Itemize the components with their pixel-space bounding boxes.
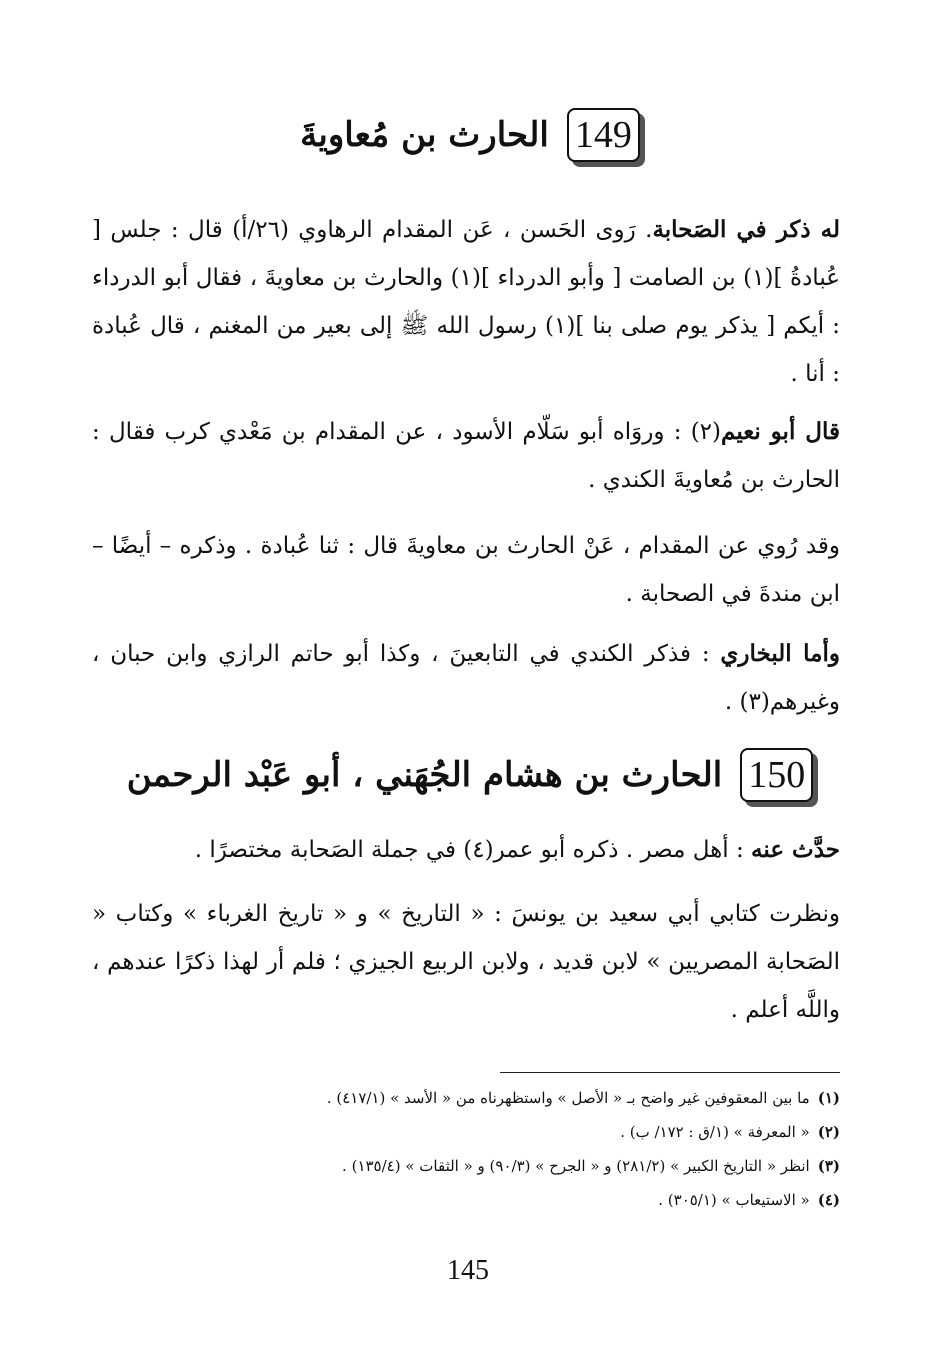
footnote-separator (500, 1072, 840, 1073)
footnote (150, 1122, 840, 1142)
footnote-number: (٣) (817, 1157, 840, 1175)
entry-number-box: 150 (740, 748, 813, 802)
paragraph-text: وقد رُوي عن المقدام ، عَنْ الحارث بن معاويةَ قال : ثنا عُبادة . وذكره – أيضًا – ابن مندةَ في الصحابة . (92, 533, 840, 607)
paragraph-text: : فذكر الكندي في التابعينَ ، وكذا أبو حاتم الرازي وابن حبان ، وغيرهم(٣) . (92, 641, 840, 715)
bold-lead: له ذكر في الصَحابة (652, 216, 840, 243)
page-number: 145 (447, 1255, 489, 1286)
footnote (150, 1190, 840, 1210)
paragraph (92, 826, 840, 874)
footnote-text: « الاستيعاب » (٣٠٥/١) . (658, 1191, 810, 1209)
paragraph-text: : أهل مصر . ذكره أبو عمر(٤) في جملة الصَحابة مختصرًا . (194, 837, 752, 863)
footnote (150, 1156, 840, 1176)
paragraph (92, 408, 840, 504)
footnote-text: انظر « التاريخ الكبير » (٢٨١/٢) و « الجرح » (٩٠/٣) و « الثقات » (١٣٥/٤) . (342, 1157, 810, 1175)
paragraph (92, 522, 840, 618)
paragraph (92, 630, 840, 726)
footnote-text: ما بين المعقوفين غير واضح بـ « الأصل » واستظهرناه من « الأسد » (٤١٧/١) . (326, 1089, 810, 1107)
footnote (150, 1088, 840, 1108)
entry-number-box: 149 (567, 108, 640, 162)
bold-lead: قال أبو نعيم (721, 418, 840, 445)
entry-title: الحارث بن مُعاويةَ (300, 115, 549, 155)
paragraph-text: (٢) : وروَاه أبو سَلّام الأسود ، عن المقدام بن مَعْدي كرب فقال : الحارث بن مُعاويةَ الكندي . (92, 419, 840, 493)
footnote-number: (١) (817, 1089, 840, 1107)
paragraph-text: . رَوى الحَسن ، عَن المقدام الرهاوي (٢٦/أ) قال : جلس [ عُبادةُ ](١) بن الصامت [ وأبو الدرداء ](١) والحارث بن معاويةَ ، فقال أبو الدرداء : أيكم [ يذكر يوم صلى بنا ](١) رسول الله ﷺ إلى بعير من المغنم ، قال عُبادة : أنا . (92, 217, 840, 387)
paragraph (92, 206, 840, 398)
footnote-text: « المعرفة » (١/ق : ١٧٢/ ب) . (620, 1123, 810, 1141)
paragraph-text: ونظرت كتابي أبي سعيد بن يونسَ : « التاريخ » و « تاريخ الغرباء » وكتاب « الصَحابة المصريين » لابن قديد ، ولابن الربيع الجيزي ؛ فلم أر لهذا ذكرًا عندهم ، واللَّه أعلم . (92, 901, 840, 1023)
footnote-number: (٤) (817, 1191, 840, 1209)
paragraph (92, 890, 840, 1034)
bold-lead: حدَّث عنه (751, 836, 840, 863)
footnote-number: (٢) (817, 1123, 840, 1141)
entry-heading (90, 108, 850, 162)
entry-heading (90, 748, 850, 802)
bold-lead: وأما البخاري (720, 640, 840, 667)
entry-title: الحارث بن هشام الجُهَني ، أبو عَبْد الرحمن (126, 755, 723, 795)
